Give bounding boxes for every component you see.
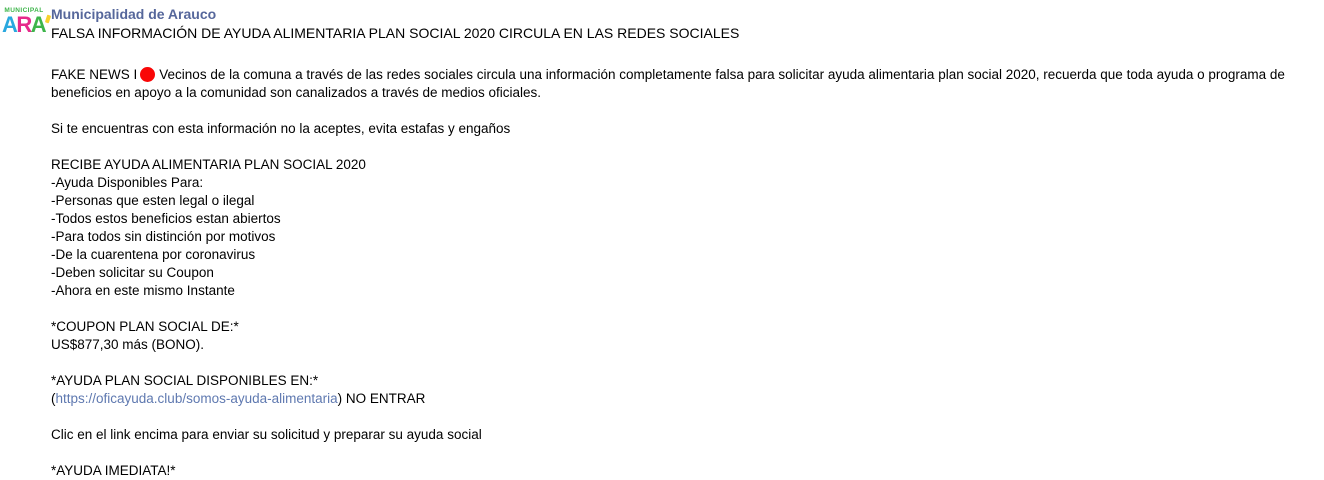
list-item: -Deben solicitar su Coupon <box>51 265 214 280</box>
coupon-heading: *COUPON PLAN SOCIAL DE:* <box>51 319 239 334</box>
municipality-logo-avatar[interactable] <box>2 8 46 46</box>
coupon-amount: US$877,30 más (BONO). <box>51 337 205 352</box>
intro-body: Vecinos de la comuna a través de las redes sociales circula una información completamente falsa para solicitar ayuda alimentaria plan social 2020, recuerda que toda ayuda o programa de beneficios en apoyo a la comunidad son canalizados a través de medios oficiales. <box>51 67 1285 100</box>
list-item: -Todos estos beneficios estan abiertos <box>51 211 281 226</box>
logo-letter: A <box>2 11 17 37</box>
post-body <box>2 66 1318 480</box>
post-headline: FALSA INFORMACIÓN DE AYUDA ALIMENTARIA PLAN SOCIAL 2020 CIRCULA EN LAS REDES SOCIALES <box>51 25 740 41</box>
availability-heading: *AYUDA PLAN SOCIAL DISPONIBLES EN:* <box>51 373 319 388</box>
logo-word: MUNICIPAL <box>4 7 44 14</box>
scam-url-link[interactable]: https://oficayuda.club/somos-ayuda-alimentaria <box>55 391 338 406</box>
list-item: -Para todos sin distinción por motivos <box>51 229 276 244</box>
red-circle-icon <box>140 67 155 82</box>
link-open-paren: ( <box>51 391 56 406</box>
availability-paragraph <box>51 372 1318 408</box>
logo-ara-letters <box>2 11 46 37</box>
header-text <box>51 6 739 42</box>
click-instruction-paragraph: Clic en el link encima para enviar su solicitud y preparar su ayuda social <box>51 427 482 442</box>
post-header <box>2 6 1318 46</box>
link-line <box>51 390 1318 408</box>
list-item: -Ayuda Disponibles Para: <box>51 175 204 190</box>
coupon-paragraph <box>51 318 1318 354</box>
closing-paragraph: *AYUDA IMEDIATA!* <box>51 463 176 478</box>
link-close-suffix: ) NO ENTRAR <box>337 391 426 406</box>
intro-prefix: FAKE NEWS I <box>51 67 138 82</box>
page-name-link[interactable]: Municipalidad de Arauco <box>51 6 217 22</box>
logo-letter: R <box>16 11 31 37</box>
list-item: -De la cuarentena por coronavirus <box>51 247 256 262</box>
benefits-list-title: RECIBE AYUDA ALIMENTARIA PLAN SOCIAL 2020 <box>51 157 366 172</box>
logo-letter: A <box>30 11 46 37</box>
intro-paragraph <box>51 66 1318 102</box>
list-item: -Ahora en este mismo Instante <box>51 283 235 298</box>
list-item: -Personas que esten legal o ilegal <box>51 193 255 208</box>
warning-paragraph: Si te encuentras con esta información no la aceptes, evita estafas y engaños <box>51 121 511 136</box>
benefits-list <box>51 156 1318 300</box>
